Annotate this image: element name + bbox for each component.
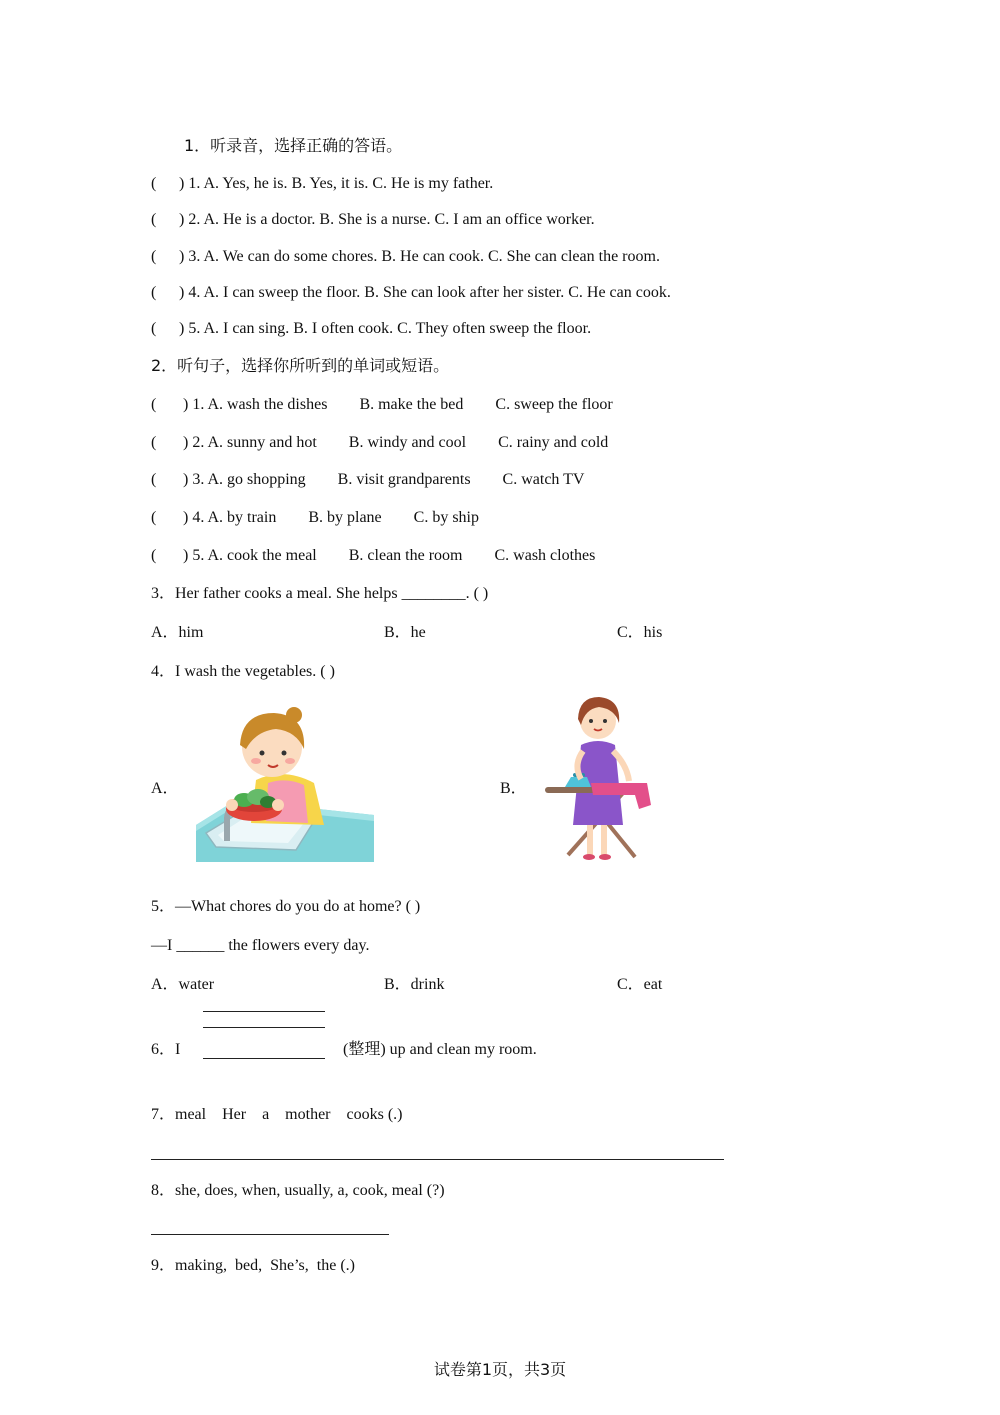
q6-answer-blank[interactable] <box>203 1058 325 1059</box>
q6-prefix: 6．I <box>151 1041 181 1058</box>
girl-washing-vegetables-illustration <box>196 705 374 862</box>
q4-option-a: A． <box>151 780 179 797</box>
q2-item-2: ( ) 2. A. sunny and hot B. windy and cool C. rainy and cold <box>151 434 609 451</box>
q2-item-5: ( ) 5. A. cook the meal B. clean the room C. wash clothes <box>151 547 596 564</box>
q1-item-3: ( ) 3. A. We can do some chores. B. He can cook. C. She can clean the room. <box>151 248 660 265</box>
page-footer: 试卷第1页，共3页 <box>433 1360 567 1379</box>
q5-option-a: A．water <box>151 976 215 993</box>
q5-answer-line: —I ______ the flowers every day. <box>151 937 370 954</box>
q1-item-1: ( ) 1. A. Yes, he is. B. Yes, it is. C. He is my father. <box>151 175 494 192</box>
q7-answer-line[interactable] <box>151 1159 724 1160</box>
q5-option-c: C．eat <box>617 976 663 993</box>
q5-option-b: B．drink <box>384 976 445 993</box>
q4-question: 4．I wash the vegetables. ( ) <box>151 663 335 680</box>
q7-question: 7．meal Her a mother cooks (.) <box>151 1106 403 1123</box>
q3-option-a: A．him <box>151 624 204 641</box>
q3-option-c: C．his <box>617 624 663 641</box>
q8-answer-line[interactable] <box>151 1234 389 1235</box>
q3-question: 3．Her father cooks a meal. She helps ________. ( ) <box>151 585 489 602</box>
q4-option-b: B． <box>500 780 527 797</box>
q6-suffix: (整理) up and clean my room. <box>343 1041 537 1058</box>
q6-blank-middle-rule <box>203 1027 325 1028</box>
q1-item-2: ( ) 2. A. He is a doctor. B. She is a nurse. C. I am an office worker. <box>151 211 595 228</box>
q1-title: 1．听录音，选择正确的答语。 <box>184 136 403 155</box>
q2-item-4: ( ) 4. A. by train B. by plane C. by ship <box>151 509 479 526</box>
q8-question: 8．she, does, when, usually, a, cook, meal (?) <box>151 1182 445 1199</box>
q5-question: 5．—What chores do you do at home? ( ) <box>151 898 421 915</box>
q3-option-b: B．he <box>384 624 426 641</box>
q1-item-4: ( ) 4. A. I can sweep the floor. B. She can look after her sister. C. He can cook. <box>151 284 671 301</box>
q2-item-1: ( ) 1. A. wash the dishes B. make the bed C. sweep the floor <box>151 396 613 413</box>
q2-title: 2．听句子，选择你所听到的单词或短语。 <box>151 356 450 375</box>
woman-ironing-illustration <box>543 695 653 863</box>
q9-question: 9．making, bed, She’s, the (.) <box>151 1257 355 1274</box>
q6-blank-top-rule <box>203 1011 325 1012</box>
q1-item-5: ( ) 5. A. I can sing. B. I often cook. C. They often sweep the floor. <box>151 320 592 337</box>
q2-item-3: ( ) 3. A. go shopping B. visit grandparents C. watch TV <box>151 471 585 488</box>
